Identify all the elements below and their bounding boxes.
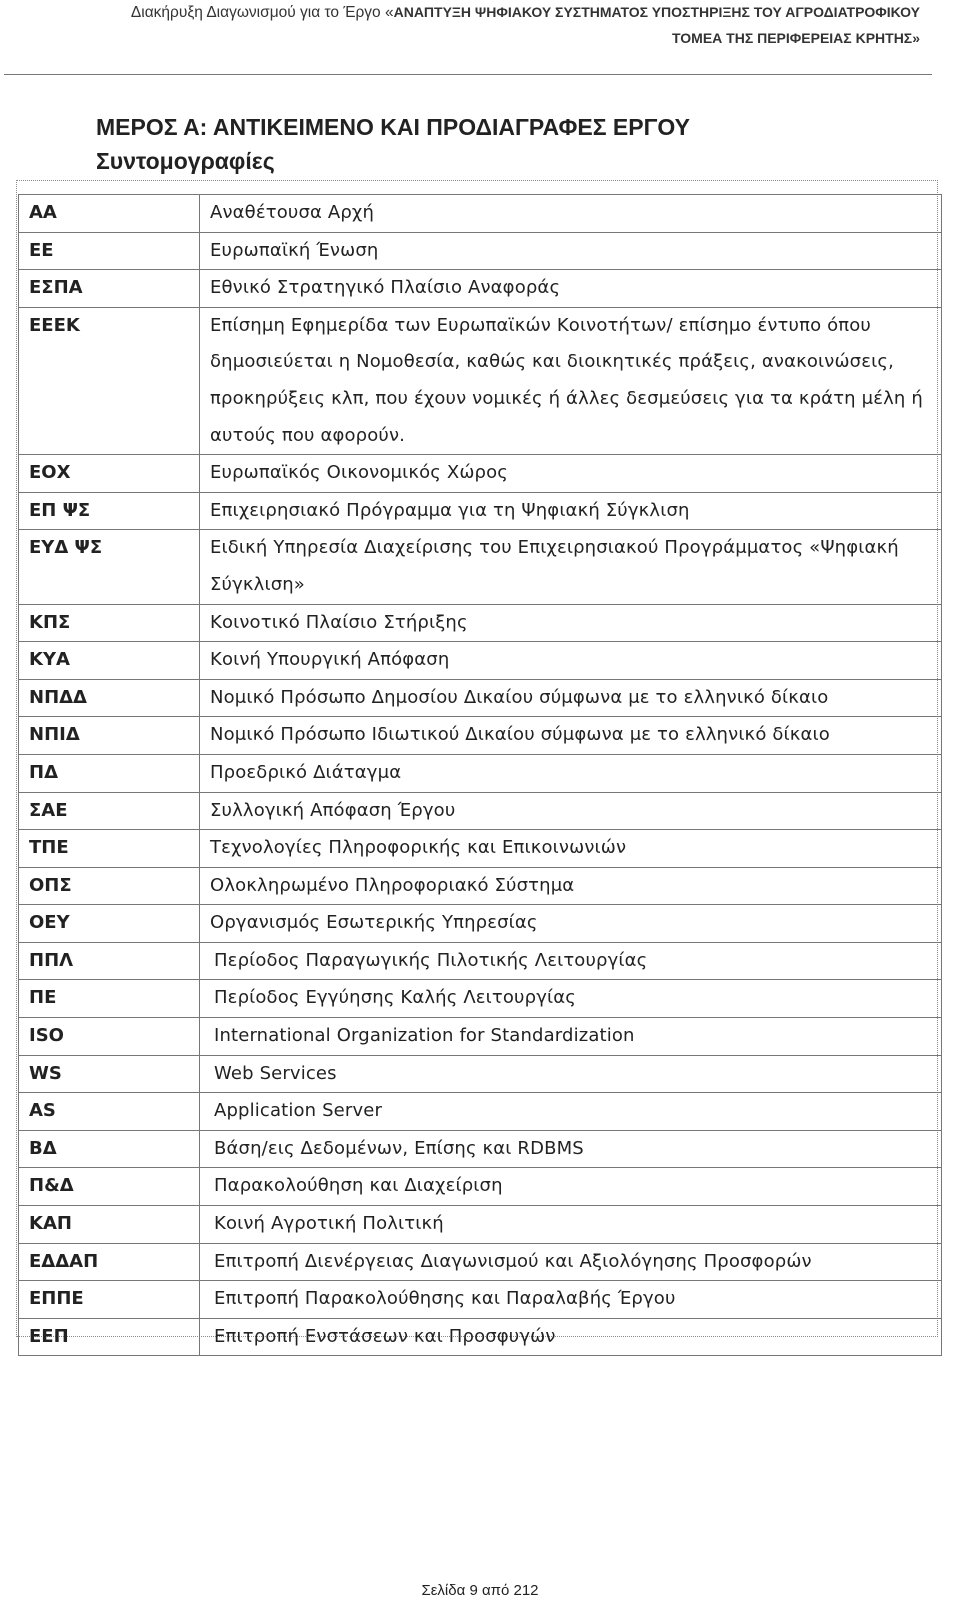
table-row bbox=[19, 1093, 942, 1131]
abbreviation-cell: ΒΔ bbox=[19, 1130, 200, 1168]
table-row bbox=[19, 642, 942, 680]
table-row bbox=[19, 867, 942, 905]
table-row bbox=[19, 1318, 942, 1356]
abbreviation-cell: ΝΠΔΔ bbox=[19, 679, 200, 717]
definition-cell: Αναθέτουσα Αρχή bbox=[200, 195, 942, 233]
definition-cell: Κοινοτικό Πλαίσιο Στήριξης bbox=[200, 604, 942, 642]
table-row bbox=[19, 492, 942, 530]
table-row bbox=[19, 942, 942, 980]
definition-cell: Προεδρικό Διάταγμα bbox=[200, 754, 942, 792]
definition-cell: Περίοδος Παραγωγικής Πιλοτικής Λειτουργίας bbox=[200, 942, 942, 980]
definition-cell: Τεχνολογίες Πληροφορικής και Επικοινωνιών bbox=[200, 830, 942, 868]
definition-cell: Ολοκληρωμένο Πληροφοριακό Σύστημα bbox=[200, 867, 942, 905]
abbreviation-cell: ΠΠΛ bbox=[19, 942, 200, 980]
section-title: ΜΕΡΟΣ Α: ΑΝΤΙΚΕΙΜΕΝΟ ΚΑΙ ΠΡΟΔΙΑΓΡΑΦΕΣ ΕΡΓΟΥ bbox=[96, 114, 690, 140]
definition-cell: Επιτροπή Διενέργειας Διαγωνισμού και Αξιολόγησης Προσφορών bbox=[200, 1243, 942, 1281]
table-row bbox=[19, 679, 942, 717]
table-row bbox=[19, 195, 942, 233]
abbreviation-cell: ΟΠΣ bbox=[19, 867, 200, 905]
definition-cell: Κοινή Υπουργική Απόφαση bbox=[200, 642, 942, 680]
table-row bbox=[19, 307, 942, 454]
abbreviation-cell: ΑΑ bbox=[19, 195, 200, 233]
abbreviation-cell: ΕΔΔΑΠ bbox=[19, 1243, 200, 1281]
abbreviations-table bbox=[18, 194, 942, 1356]
table-row bbox=[19, 830, 942, 868]
header-divider bbox=[4, 74, 932, 75]
definition-cell: Περίοδος Εγγύησης Καλής Λειτουργίας bbox=[200, 980, 942, 1018]
table-row bbox=[19, 980, 942, 1018]
definition-cell: Συλλογική Απόφαση Έργου bbox=[200, 792, 942, 830]
table-row bbox=[19, 754, 942, 792]
definition-cell: Κοινή Αγροτική Πολιτική bbox=[200, 1206, 942, 1244]
definition-cell: Ευρωπαϊκός Οικονομικός Χώρος bbox=[200, 455, 942, 493]
abbreviation-cell: WS bbox=[19, 1055, 200, 1093]
table-row bbox=[19, 792, 942, 830]
abbreviation-cell: ΕΥΔ ΨΣ bbox=[19, 530, 200, 604]
abbreviation-cell: AS bbox=[19, 1093, 200, 1131]
definition-cell: Επιχειρησιακό Πρόγραμμα για τη Ψηφιακή Σύγκλιση bbox=[200, 492, 942, 530]
abbreviation-cell: ΕΕΠ bbox=[19, 1318, 200, 1356]
definition-cell: Παρακολούθηση και Διαχείριση bbox=[200, 1168, 942, 1206]
abbreviation-cell: ΚΑΠ bbox=[19, 1206, 200, 1244]
table-row bbox=[19, 905, 942, 943]
abbreviation-cell: ΕΠΠΕ bbox=[19, 1281, 200, 1319]
table-row bbox=[19, 270, 942, 308]
abbreviation-cell: ΠΕ bbox=[19, 980, 200, 1018]
definition-cell: Οργανισμός Εσωτερικής Υπηρεσίας bbox=[200, 905, 942, 943]
table-row bbox=[19, 232, 942, 270]
page-number: Σελίδα 9 από 212 bbox=[421, 1582, 539, 1599]
table-row bbox=[19, 1018, 942, 1056]
definition-cell: Βάση/εις Δεδομένων, Επίσης και RDBMS bbox=[200, 1130, 942, 1168]
abbreviation-cell: ΕΕ bbox=[19, 232, 200, 270]
definition-cell: Ευρωπαϊκή Ένωση bbox=[200, 232, 942, 270]
abbreviations-table-body bbox=[19, 195, 942, 1356]
abbreviation-cell: ΕΕΕΚ bbox=[19, 307, 200, 454]
abbreviation-cell: ΣΑΕ bbox=[19, 792, 200, 830]
definition-cell: Application Server bbox=[200, 1093, 942, 1131]
abbreviation-cell: Π&Δ bbox=[19, 1168, 200, 1206]
header-line-1 bbox=[0, 4, 920, 22]
table-row bbox=[19, 604, 942, 642]
definition-cell: Νομικό Πρόσωπο Δημοσίου Δικαίου σύμφωνα με το ελληνικό δίκαιο bbox=[200, 679, 942, 717]
table-row bbox=[19, 1281, 942, 1319]
table-row bbox=[19, 1055, 942, 1093]
abbreviation-cell: ΠΔ bbox=[19, 754, 200, 792]
abbreviation-cell: ΟΕΥ bbox=[19, 905, 200, 943]
definition-cell: Ειδική Υπηρεσία Διαχείρισης του Επιχειρησιακού Προγράμματος «Ψηφιακή Σύγκλιση» bbox=[200, 530, 942, 604]
table-row bbox=[19, 717, 942, 755]
table-row bbox=[19, 530, 942, 604]
definition-cell: Επιτροπή Παρακολούθησης και Παραλαβής Έργου bbox=[200, 1281, 942, 1319]
abbreviation-cell: ΕΣΠΑ bbox=[19, 270, 200, 308]
abbreviation-cell: ΚΠΣ bbox=[19, 604, 200, 642]
table-row bbox=[19, 1130, 942, 1168]
definition-cell: International Organization for Standardization bbox=[200, 1018, 942, 1056]
abbreviation-cell: ΤΠΕ bbox=[19, 830, 200, 868]
definition-cell: Επίσημη Εφημερίδα των Ευρωπαϊκών Κοινοτήτων/ επίσημο έντυπο όπου δημοσιεύεται η Νομοθεσία, καθώς και διοικητικές πράξεις, ανακοινώσεις, προκηρύξεις κλπ, που έχουν νομικές ή άλλες δεσμεύσεις για τα κράτη μέλη ή αυτούς που αφορούν. bbox=[200, 307, 942, 454]
definition-cell: Web Services bbox=[200, 1055, 942, 1093]
abbreviation-cell: ISO bbox=[19, 1018, 200, 1056]
definition-cell: Επιτροπή Ενστάσεων και Προσφυγών bbox=[200, 1318, 942, 1356]
header-line-2: ΤΟΜΕΑ ΤΗΣ ΠΕΡΙΦΕΡΕΙΑΣ ΚΡΗΤΗΣ» bbox=[671, 30, 920, 46]
header-project-title: ΑΝΑΠΤΥΞΗ ΨΗΦΙΑΚΟΥ ΣΥΣΤΗΜΑΤΟΣ ΥΠΟΣΤΗΡΙΞΗΣ ΤΟΥ ΑΓΡΟΔΙΑΤΡΟΦΙΚΟΥ bbox=[393, 4, 920, 20]
abbreviation-cell: ΚΥΑ bbox=[19, 642, 200, 680]
abbreviation-cell: ΝΠΙΔ bbox=[19, 717, 200, 755]
definition-cell: Εθνικό Στρατηγικό Πλαίσιο Αναφοράς bbox=[200, 270, 942, 308]
table-row bbox=[19, 1168, 942, 1206]
table-row bbox=[19, 455, 942, 493]
abbreviation-cell: ΕΠ ΨΣ bbox=[19, 492, 200, 530]
header-prefix: Διακήρυξη Διαγωνισμού για το Έργο « bbox=[130, 4, 394, 21]
subsection-title: Συντομογραφίες bbox=[96, 148, 275, 174]
table-row bbox=[19, 1243, 942, 1281]
abbreviation-cell: ΕΟΧ bbox=[19, 455, 200, 493]
definition-cell: Νομικό Πρόσωπο Ιδιωτικού Δικαίου σύμφωνα με το ελληνικό δίκαιο bbox=[200, 717, 942, 755]
table-row bbox=[19, 1206, 942, 1244]
